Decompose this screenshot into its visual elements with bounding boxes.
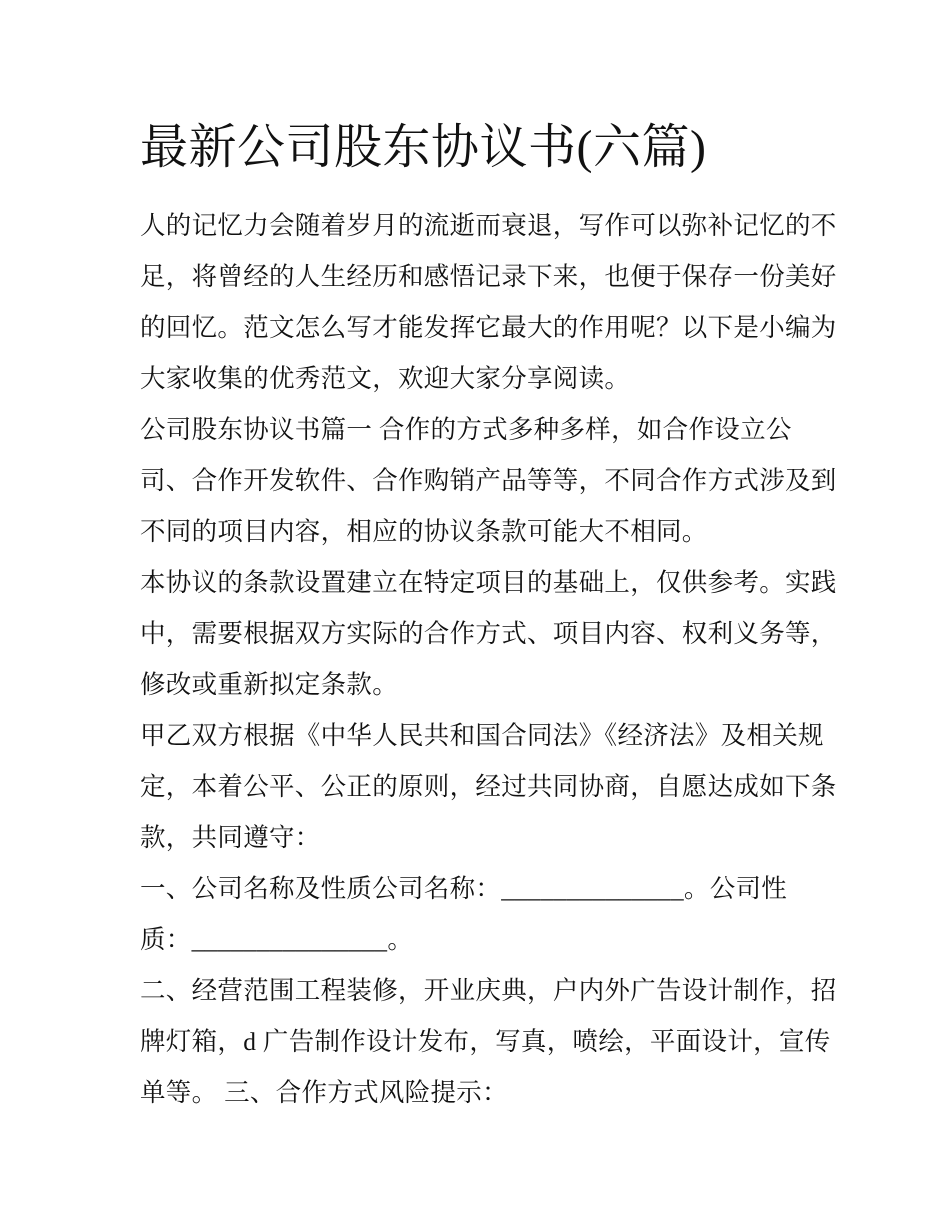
text-line: 修改或重新拟定条款。	[140, 670, 399, 699]
text-line: 本协议的条款设置建立在特定项目的基础上，仅供参考。实践	[140, 568, 837, 597]
text-line: 中，需要根据双方实际的合作方式、项目内容、权利义务等，	[140, 619, 837, 648]
document-title: 最新公司股东协议书(六篇)	[140, 121, 707, 174]
text-line: 一、公司名称及性质公司名称：______________。公司性	[140, 874, 788, 903]
text-line: 单等。 三、合作方式风险提示：	[140, 1078, 508, 1107]
text-line: 甲乙双方根据《中华人民共和国合同法》《经济法》及相关规	[140, 721, 824, 750]
text-line: 牌灯箱，d 广告制作设计发布，写真，喷绘，平面设计，宣传	[140, 1027, 831, 1056]
document-body	[140, 200, 837, 1118]
text-line: 人的记忆力会随着岁月的流逝而衰退，写作可以弥补记忆的不	[140, 211, 837, 240]
text-line: 的回忆。范文怎么写才能发挥它最大的作用呢？以下是小编为	[140, 313, 837, 342]
text-line: 足，将曾经的人生经历和感悟记录下来，也便于保存一份美好	[140, 262, 837, 291]
text-line: 不同的项目内容，相应的协议条款可能大不相同。	[140, 517, 708, 546]
text-line: 质：_______________。	[140, 925, 414, 954]
text-line: 定，本着公平、公正的原则，经过共同协商，自愿达成如下条	[140, 772, 837, 801]
text-line: 大家收集的优秀范文，欢迎大家分享阅读。	[140, 364, 631, 393]
text-line: 公司股东协议书篇一 合作的方式多种多样，如合作设立公	[140, 415, 792, 444]
text-line: 款，共同遵守：	[140, 823, 321, 852]
text-line: 二、经营范围工程装修，开业庆典，户内外广告设计制作，招	[140, 976, 837, 1005]
text-line: 司、合作开发软件、合作购销产品等等，不同合作方式涉及到	[140, 466, 837, 495]
